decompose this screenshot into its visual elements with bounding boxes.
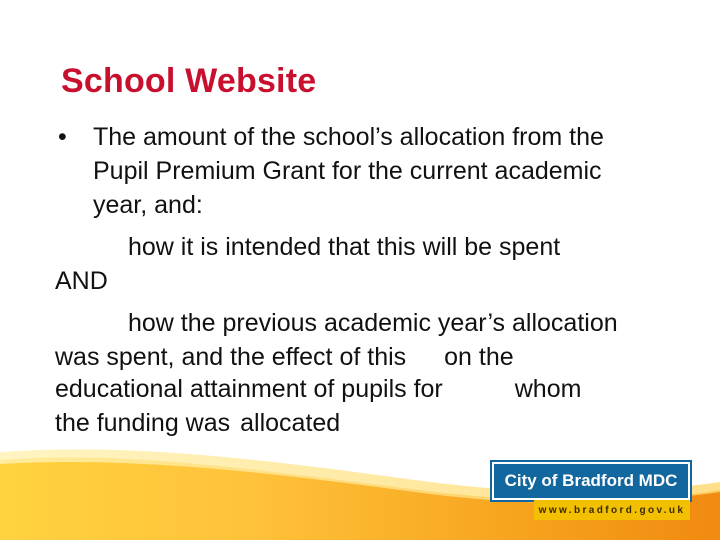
body-line-8b: whom xyxy=(514,375,582,403)
logo-name: City of Bradford MDC xyxy=(504,471,678,490)
slide-title: School Website xyxy=(61,62,317,100)
body-line-8a: educational attainment of pupils for xyxy=(55,375,443,403)
body-line-7a: was spent, and the effect of this xyxy=(55,343,407,371)
body-line-9a: the funding was xyxy=(55,409,231,437)
body-line-8 xyxy=(55,372,581,406)
bullet-icon: • xyxy=(58,123,67,151)
body-line-1: The amount of the school’s allocation from the xyxy=(93,123,604,151)
body-line-7 xyxy=(55,340,514,374)
body-line-5: AND xyxy=(55,267,108,295)
logo-url-box xyxy=(534,500,690,520)
bradford-logo xyxy=(492,462,690,520)
body-line-3: year, and: xyxy=(93,191,203,219)
body-line-7b: on the xyxy=(444,343,514,371)
body-line-6: how the previous academic year’s allocation xyxy=(128,309,618,337)
logo-name-box xyxy=(492,462,690,500)
logo-url: www.bradford.gov.uk xyxy=(538,504,686,516)
body-line-4: how it is intended that this will be spent xyxy=(128,233,561,261)
body-line-2: Pupil Premium Grant for the current academic xyxy=(93,157,602,185)
body-line-9b: allocated xyxy=(240,409,341,437)
